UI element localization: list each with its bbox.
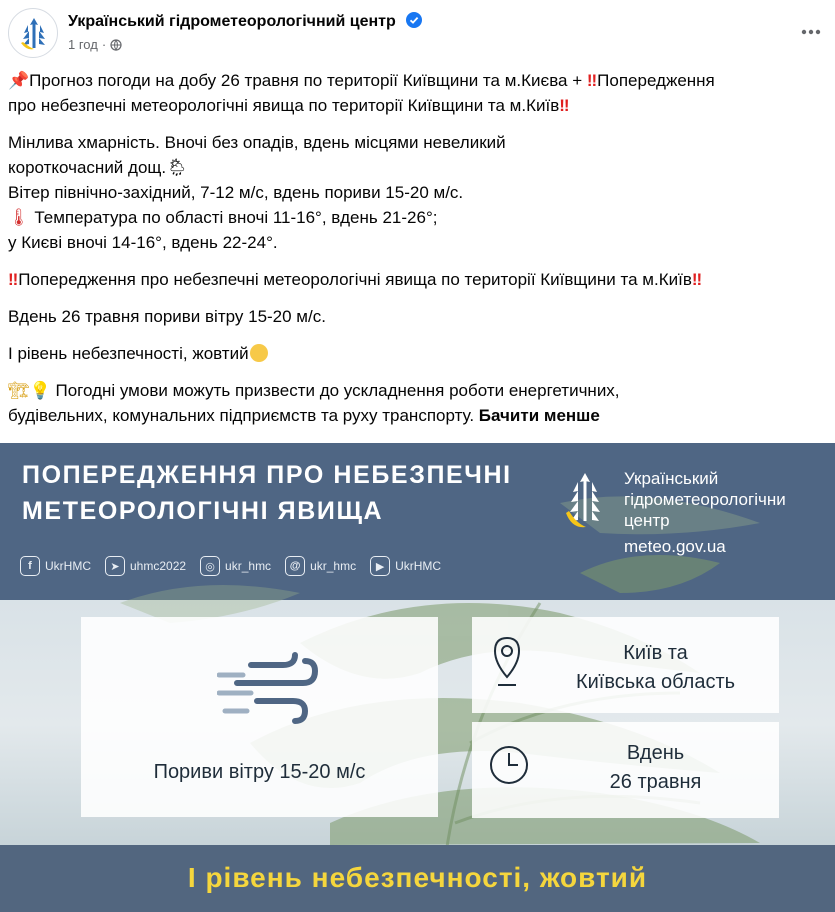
pushpin-emoji-icon: 📌 — [8, 71, 30, 90]
danger-level-bar — [0, 845, 835, 912]
social-links — [20, 555, 455, 577]
sun-rain-cloud-icon: 🌦 — [166, 158, 188, 177]
location-card — [472, 617, 779, 713]
wind-gusts-label: Пориви вітру 15-20 м/с — [153, 761, 366, 783]
social-youtube-label: UkrHMC — [395, 559, 442, 573]
warning-word: Попередження — [597, 71, 715, 90]
globe-icon[interactable] — [110, 39, 122, 51]
facebook-icon: f — [20, 556, 40, 576]
wind-card — [81, 617, 438, 817]
org-name-line-1: Український — [624, 469, 719, 488]
wind-icon — [217, 651, 321, 727]
impact-text-1: Погодні умови можуть призвести до ускладнення роботи енергетичних, — [50, 381, 620, 400]
social-youtube — [370, 556, 441, 576]
post-paragraph-1 — [8, 68, 833, 118]
post-header — [8, 6, 835, 62]
instagram-icon: ◎ — [200, 556, 220, 576]
social-instagram — [200, 556, 271, 576]
post-paragraph-5 — [8, 341, 833, 366]
social-telegram-label: uhmc2022 — [130, 559, 187, 573]
impact-text-2: будівельних, комунальних підприємств та руху транспорту. — [8, 406, 479, 425]
telegram-icon: ➤ — [105, 556, 125, 576]
temp-region-text: Температура по області вночі 11-16°, вдень 21-26°; — [29, 208, 438, 227]
cloud-text-2: короткочасний дощ. — [8, 158, 167, 177]
gusts-text: Вдень 26 травня пориви вітру 15-20 м/с. — [8, 307, 326, 326]
social-facebook-label: UkrHMC — [45, 559, 91, 573]
temp-kyiv-text: у Києві вночі 14-16°, вдень 22-24°. — [8, 233, 278, 252]
clock-icon — [488, 744, 530, 786]
forecast-title: Прогноз погоди на добу 26 травня по території Київщини та м.Києва + — [29, 71, 587, 90]
page-name[interactable] — [68, 12, 422, 31]
ukrhmc-logo-icon — [9, 9, 58, 58]
date-line-2: 26 травня — [609, 771, 702, 793]
social-facebook — [20, 556, 91, 576]
banner-title-line-2: МЕТЕОРОЛОГІЧНІ ЯВИЩА — [22, 497, 384, 525]
date-card — [472, 722, 779, 818]
date-line-1: Вдень — [626, 742, 685, 764]
social-threads — [285, 556, 356, 576]
warning-banner-image[interactable] — [0, 443, 835, 912]
threads-icon: @ — [285, 556, 305, 576]
banner-title-line-1: ПОПЕРЕДЖЕННЯ ПРО НЕБЕЗПЕЧНІ — [22, 461, 512, 489]
banner-title — [22, 457, 512, 529]
social-instagram-label: ukr_hmc — [225, 559, 272, 573]
double-exclamation-icon: ‼ — [559, 96, 570, 115]
org-name-line-2: гідрометеорологічни — [624, 490, 786, 509]
page-avatar[interactable] — [8, 8, 58, 58]
social-telegram — [105, 556, 186, 576]
post-text — [8, 68, 833, 440]
more-dots-icon — [801, 29, 821, 35]
social-threads-label: ukr_hmc — [310, 559, 357, 573]
cloud-text-1: Мінлива хмарність. Вночі без опадів, вдень місцями невеликий — [8, 133, 506, 152]
youtube-icon: ▶ — [370, 556, 390, 576]
double-exclamation-icon: ‼ — [586, 71, 598, 90]
see-less-link[interactable]: Бачити менше — [478, 406, 600, 425]
danger-level-text: I рівень небезпечності, жовтий — [8, 344, 249, 363]
post-paragraph-2 — [8, 130, 833, 255]
page-name-label[interactable]: Український гідрометеорологічний центр — [68, 13, 396, 30]
yellow-circle-icon — [250, 344, 268, 362]
org-name — [624, 468, 786, 531]
location-line-1: Київ та — [623, 642, 688, 664]
ukrhmc-logo-icon — [562, 471, 608, 533]
construction-crane-icon: 🏗 — [8, 381, 30, 400]
location-pin-icon — [492, 635, 522, 689]
warning-text: Попередження про небезпечні метеорологічні явища по території Київщини та м.Київ — [18, 270, 692, 289]
post-time[interactable]: 1 год — [68, 37, 98, 52]
location-text — [532, 639, 779, 697]
double-exclamation-icon: ‼ — [8, 270, 19, 289]
post-paragraph-3 — [8, 267, 833, 292]
double-exclamation-icon: ‼ — [691, 270, 703, 289]
post-paragraph-6 — [8, 378, 833, 428]
post-meta: 1 год · — [68, 37, 122, 52]
org-name-line-3: центр — [624, 511, 670, 530]
danger-level-label: I рівень небезпечності, жовтий — [187, 862, 648, 893]
more-options-button[interactable] — [801, 22, 821, 40]
warning-region: про небезпечні метеорологічні явища по території Київщини та м.Київ — [8, 96, 560, 115]
light-bulb-icon: 💡 — [29, 381, 51, 400]
post-paragraph-4 — [8, 304, 833, 329]
location-line-2: Київська область — [575, 671, 736, 693]
thermometer-icon: 🌡 — [8, 208, 30, 227]
verified-badge-icon — [406, 12, 422, 28]
date-text — [532, 739, 779, 797]
wind-text: Вітер північно-західний, 7-12 м/с, вдень пориви 15-20 м/с. — [8, 183, 464, 202]
org-website: meteo.gov.ua — [624, 537, 726, 556]
